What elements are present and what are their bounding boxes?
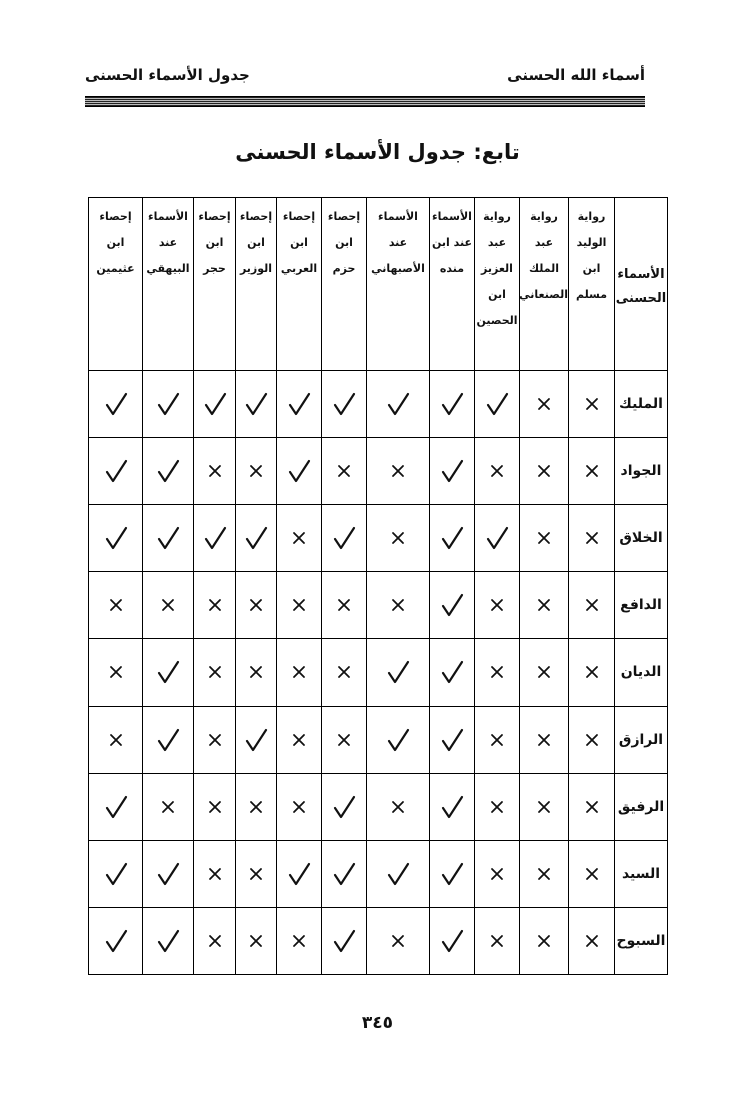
- check-mark-icon: [155, 525, 181, 551]
- check-mark-icon: [385, 391, 411, 417]
- check-mark-icon: [331, 928, 357, 954]
- cross-mark-icon: [385, 525, 411, 551]
- mark-cell: [520, 840, 569, 907]
- mark-cell: [89, 438, 143, 505]
- cross-mark-icon: [286, 659, 312, 685]
- mark-cell: [322, 505, 367, 572]
- check-mark-icon: [331, 794, 357, 820]
- cross-mark-icon: [243, 794, 269, 820]
- mark-cell: [367, 639, 430, 706]
- mark-cell: [367, 505, 430, 572]
- cross-mark-icon: [202, 861, 228, 887]
- mark-cell: [430, 773, 475, 840]
- check-mark-icon: [439, 659, 465, 685]
- mark-cell: [322, 438, 367, 505]
- mark-cell: [89, 907, 143, 974]
- cross-mark-icon: [484, 727, 510, 753]
- cross-mark-icon: [202, 659, 228, 685]
- mark-cell: [569, 773, 615, 840]
- mark-cell: [430, 572, 475, 639]
- header-section-title: جدول الأسماء الحسنى: [85, 66, 250, 84]
- mark-cell: [475, 438, 520, 505]
- mark-cell: [322, 907, 367, 974]
- name-cell: الرفيق: [615, 773, 668, 840]
- mark-cell: [277, 706, 322, 773]
- cross-mark-icon: [103, 659, 129, 685]
- column-header: الأسماء الحسنى: [615, 198, 668, 371]
- check-mark-icon: [103, 458, 129, 484]
- column-header: رواية عبد الملك الصنعاني: [520, 198, 569, 371]
- table-row: [89, 505, 668, 572]
- mark-cell: [430, 438, 475, 505]
- check-mark-icon: [439, 727, 465, 753]
- cross-mark-icon: [579, 525, 605, 551]
- mark-cell: [322, 371, 367, 438]
- mark-cell: [236, 639, 277, 706]
- mark-cell: [194, 572, 236, 639]
- mark-cell: [569, 371, 615, 438]
- check-mark-icon: [331, 525, 357, 551]
- check-mark-icon: [155, 727, 181, 753]
- cross-mark-icon: [286, 525, 312, 551]
- name-cell: الخلاق: [615, 505, 668, 572]
- mark-cell: [520, 371, 569, 438]
- mark-cell: [194, 438, 236, 505]
- cross-mark-icon: [579, 928, 605, 954]
- cross-mark-icon: [155, 794, 181, 820]
- cross-mark-icon: [331, 659, 357, 685]
- column-header: رواية الوليد ابن مسلم: [569, 198, 615, 371]
- cross-mark-icon: [531, 727, 557, 753]
- mark-cell: [236, 572, 277, 639]
- running-header: [85, 66, 645, 94]
- mark-cell: [236, 371, 277, 438]
- mark-cell: [367, 371, 430, 438]
- mark-cell: [367, 572, 430, 639]
- mark-cell: [520, 639, 569, 706]
- cross-mark-icon: [385, 592, 411, 618]
- mark-cell: [89, 505, 143, 572]
- check-mark-icon: [439, 861, 465, 887]
- mark-cell: [194, 371, 236, 438]
- mark-cell: [475, 840, 520, 907]
- mark-cell: [322, 840, 367, 907]
- table-row: [89, 371, 668, 438]
- cross-mark-icon: [531, 525, 557, 551]
- mark-cell: [194, 773, 236, 840]
- mark-cell: [569, 907, 615, 974]
- mark-cell: [277, 907, 322, 974]
- page-title: تابع: جدول الأسماء الحسنى: [235, 140, 520, 164]
- name-cell: الجواد: [615, 438, 668, 505]
- cross-mark-icon: [286, 592, 312, 618]
- mark-cell: [143, 773, 194, 840]
- mark-cell: [277, 438, 322, 505]
- mark-cell: [475, 572, 520, 639]
- cross-mark-icon: [484, 861, 510, 887]
- name-cell: الديان: [615, 639, 668, 706]
- table-row: [89, 572, 668, 639]
- mark-cell: [367, 773, 430, 840]
- cross-mark-icon: [202, 928, 228, 954]
- cross-mark-icon: [531, 458, 557, 484]
- cross-mark-icon: [243, 592, 269, 618]
- mark-cell: [143, 572, 194, 639]
- cross-mark-icon: [531, 391, 557, 417]
- column-header: الأسماء عند ابن منده: [430, 198, 475, 371]
- check-mark-icon: [103, 525, 129, 551]
- mark-cell: [89, 639, 143, 706]
- mark-cell: [475, 706, 520, 773]
- cross-mark-icon: [484, 794, 510, 820]
- cross-mark-icon: [484, 928, 510, 954]
- mark-cell: [89, 572, 143, 639]
- mark-cell: [194, 639, 236, 706]
- column-header: إحصاء ابن الوزير: [236, 198, 277, 371]
- mark-cell: [322, 639, 367, 706]
- check-mark-icon: [155, 458, 181, 484]
- mark-cell: [322, 572, 367, 639]
- cross-mark-icon: [579, 592, 605, 618]
- mark-cell: [569, 572, 615, 639]
- mark-cell: [430, 639, 475, 706]
- check-mark-icon: [286, 861, 312, 887]
- table-row: [89, 907, 668, 974]
- check-mark-icon: [202, 525, 228, 551]
- mark-cell: [520, 773, 569, 840]
- name-cell: الرازق: [615, 706, 668, 773]
- name-cell: الدافع: [615, 572, 668, 639]
- cross-mark-icon: [243, 458, 269, 484]
- cross-mark-icon: [531, 592, 557, 618]
- cross-mark-icon: [331, 458, 357, 484]
- mark-cell: [322, 773, 367, 840]
- cross-mark-icon: [531, 928, 557, 954]
- cross-mark-icon: [531, 794, 557, 820]
- mark-cell: [194, 706, 236, 773]
- mark-cell: [430, 505, 475, 572]
- cross-mark-icon: [484, 592, 510, 618]
- mark-cell: [194, 840, 236, 907]
- check-mark-icon: [103, 391, 129, 417]
- mark-cell: [322, 706, 367, 773]
- cross-mark-icon: [155, 592, 181, 618]
- cross-mark-icon: [579, 458, 605, 484]
- mark-cell: [520, 907, 569, 974]
- mark-cell: [277, 773, 322, 840]
- check-mark-icon: [103, 794, 129, 820]
- mark-cell: [194, 907, 236, 974]
- table-row: [89, 773, 668, 840]
- check-mark-icon: [286, 391, 312, 417]
- cross-mark-icon: [484, 659, 510, 685]
- table-row: [89, 438, 668, 505]
- mark-cell: [277, 572, 322, 639]
- cross-mark-icon: [579, 794, 605, 820]
- check-mark-icon: [439, 458, 465, 484]
- table-row: [89, 706, 668, 773]
- cross-mark-icon: [579, 391, 605, 417]
- mark-cell: [475, 907, 520, 974]
- mark-cell: [367, 438, 430, 505]
- mark-cell: [89, 706, 143, 773]
- mark-cell: [520, 505, 569, 572]
- mark-cell: [569, 639, 615, 706]
- cross-mark-icon: [202, 727, 228, 753]
- check-mark-icon: [439, 592, 465, 618]
- header-rule: [85, 96, 645, 107]
- cross-mark-icon: [202, 592, 228, 618]
- names-table: [88, 197, 668, 975]
- check-mark-icon: [286, 458, 312, 484]
- check-mark-icon: [243, 391, 269, 417]
- check-mark-icon: [484, 525, 510, 551]
- check-mark-icon: [155, 659, 181, 685]
- column-header: الأسماء عند الأصبهاني: [367, 198, 430, 371]
- mark-cell: [277, 840, 322, 907]
- check-mark-icon: [243, 525, 269, 551]
- page-number: ٣٤٥: [361, 1013, 394, 1033]
- cross-mark-icon: [243, 861, 269, 887]
- mark-cell: [569, 505, 615, 572]
- cross-mark-icon: [579, 861, 605, 887]
- mark-cell: [236, 907, 277, 974]
- mark-cell: [367, 840, 430, 907]
- cross-mark-icon: [385, 794, 411, 820]
- check-mark-icon: [103, 928, 129, 954]
- mark-cell: [475, 773, 520, 840]
- check-mark-icon: [155, 928, 181, 954]
- cross-mark-icon: [202, 794, 228, 820]
- check-mark-icon: [484, 391, 510, 417]
- column-header: إحصاء ابن العربي: [277, 198, 322, 371]
- cross-mark-icon: [484, 458, 510, 484]
- mark-cell: [143, 840, 194, 907]
- cross-mark-icon: [579, 727, 605, 753]
- cross-mark-icon: [286, 727, 312, 753]
- check-mark-icon: [103, 861, 129, 887]
- check-mark-icon: [331, 861, 357, 887]
- check-mark-icon: [331, 391, 357, 417]
- column-header: إحصاء ابن عثيمين: [89, 198, 143, 371]
- check-mark-icon: [385, 861, 411, 887]
- cross-mark-icon: [331, 592, 357, 618]
- mark-cell: [236, 773, 277, 840]
- mark-cell: [475, 371, 520, 438]
- mark-cell: [569, 840, 615, 907]
- mark-cell: [520, 706, 569, 773]
- cross-mark-icon: [243, 659, 269, 685]
- cross-mark-icon: [531, 659, 557, 685]
- name-cell: السيد: [615, 840, 668, 907]
- mark-cell: [277, 505, 322, 572]
- check-mark-icon: [439, 928, 465, 954]
- mark-cell: [277, 639, 322, 706]
- mark-cell: [430, 371, 475, 438]
- check-mark-icon: [155, 391, 181, 417]
- mark-cell: [430, 907, 475, 974]
- cross-mark-icon: [202, 458, 228, 484]
- mark-cell: [236, 438, 277, 505]
- cross-mark-icon: [385, 458, 411, 484]
- check-mark-icon: [243, 727, 269, 753]
- mark-cell: [430, 840, 475, 907]
- mark-cell: [367, 907, 430, 974]
- column-header: إحصاء ابن حزم: [322, 198, 367, 371]
- check-mark-icon: [439, 391, 465, 417]
- check-mark-icon: [155, 861, 181, 887]
- cross-mark-icon: [103, 727, 129, 753]
- cross-mark-icon: [385, 928, 411, 954]
- check-mark-icon: [202, 391, 228, 417]
- check-mark-icon: [385, 659, 411, 685]
- cross-mark-icon: [243, 928, 269, 954]
- mark-cell: [430, 706, 475, 773]
- mark-cell: [520, 572, 569, 639]
- table-header-row: [89, 198, 668, 371]
- table-row: [89, 840, 668, 907]
- mark-cell: [236, 505, 277, 572]
- mark-cell: [236, 706, 277, 773]
- header-book-title: أسماء الله الحسنى: [507, 66, 645, 84]
- cross-mark-icon: [286, 928, 312, 954]
- check-mark-icon: [439, 525, 465, 551]
- cross-mark-icon: [331, 727, 357, 753]
- name-cell: السبوح: [615, 907, 668, 974]
- column-header: رواية عبد العزيز ابن الحصين: [475, 198, 520, 371]
- mark-cell: [367, 706, 430, 773]
- mark-cell: [475, 505, 520, 572]
- cross-mark-icon: [579, 659, 605, 685]
- column-header: الأسماء عند البيهقي: [143, 198, 194, 371]
- name-cell: المليك: [615, 371, 668, 438]
- mark-cell: [236, 840, 277, 907]
- mark-cell: [143, 706, 194, 773]
- cross-mark-icon: [531, 861, 557, 887]
- mark-cell: [475, 639, 520, 706]
- cross-mark-icon: [286, 794, 312, 820]
- mark-cell: [569, 438, 615, 505]
- mark-cell: [143, 438, 194, 505]
- table-row: [89, 639, 668, 706]
- mark-cell: [89, 371, 143, 438]
- mark-cell: [143, 505, 194, 572]
- mark-cell: [143, 371, 194, 438]
- check-mark-icon: [385, 727, 411, 753]
- table-body: [89, 371, 668, 975]
- mark-cell: [143, 907, 194, 974]
- mark-cell: [520, 438, 569, 505]
- mark-cell: [143, 639, 194, 706]
- mark-cell: [277, 371, 322, 438]
- mark-cell: [194, 505, 236, 572]
- column-header: إحصاء ابن حجر: [194, 198, 236, 371]
- check-mark-icon: [439, 794, 465, 820]
- mark-cell: [89, 840, 143, 907]
- cross-mark-icon: [103, 592, 129, 618]
- mark-cell: [569, 706, 615, 773]
- mark-cell: [89, 773, 143, 840]
